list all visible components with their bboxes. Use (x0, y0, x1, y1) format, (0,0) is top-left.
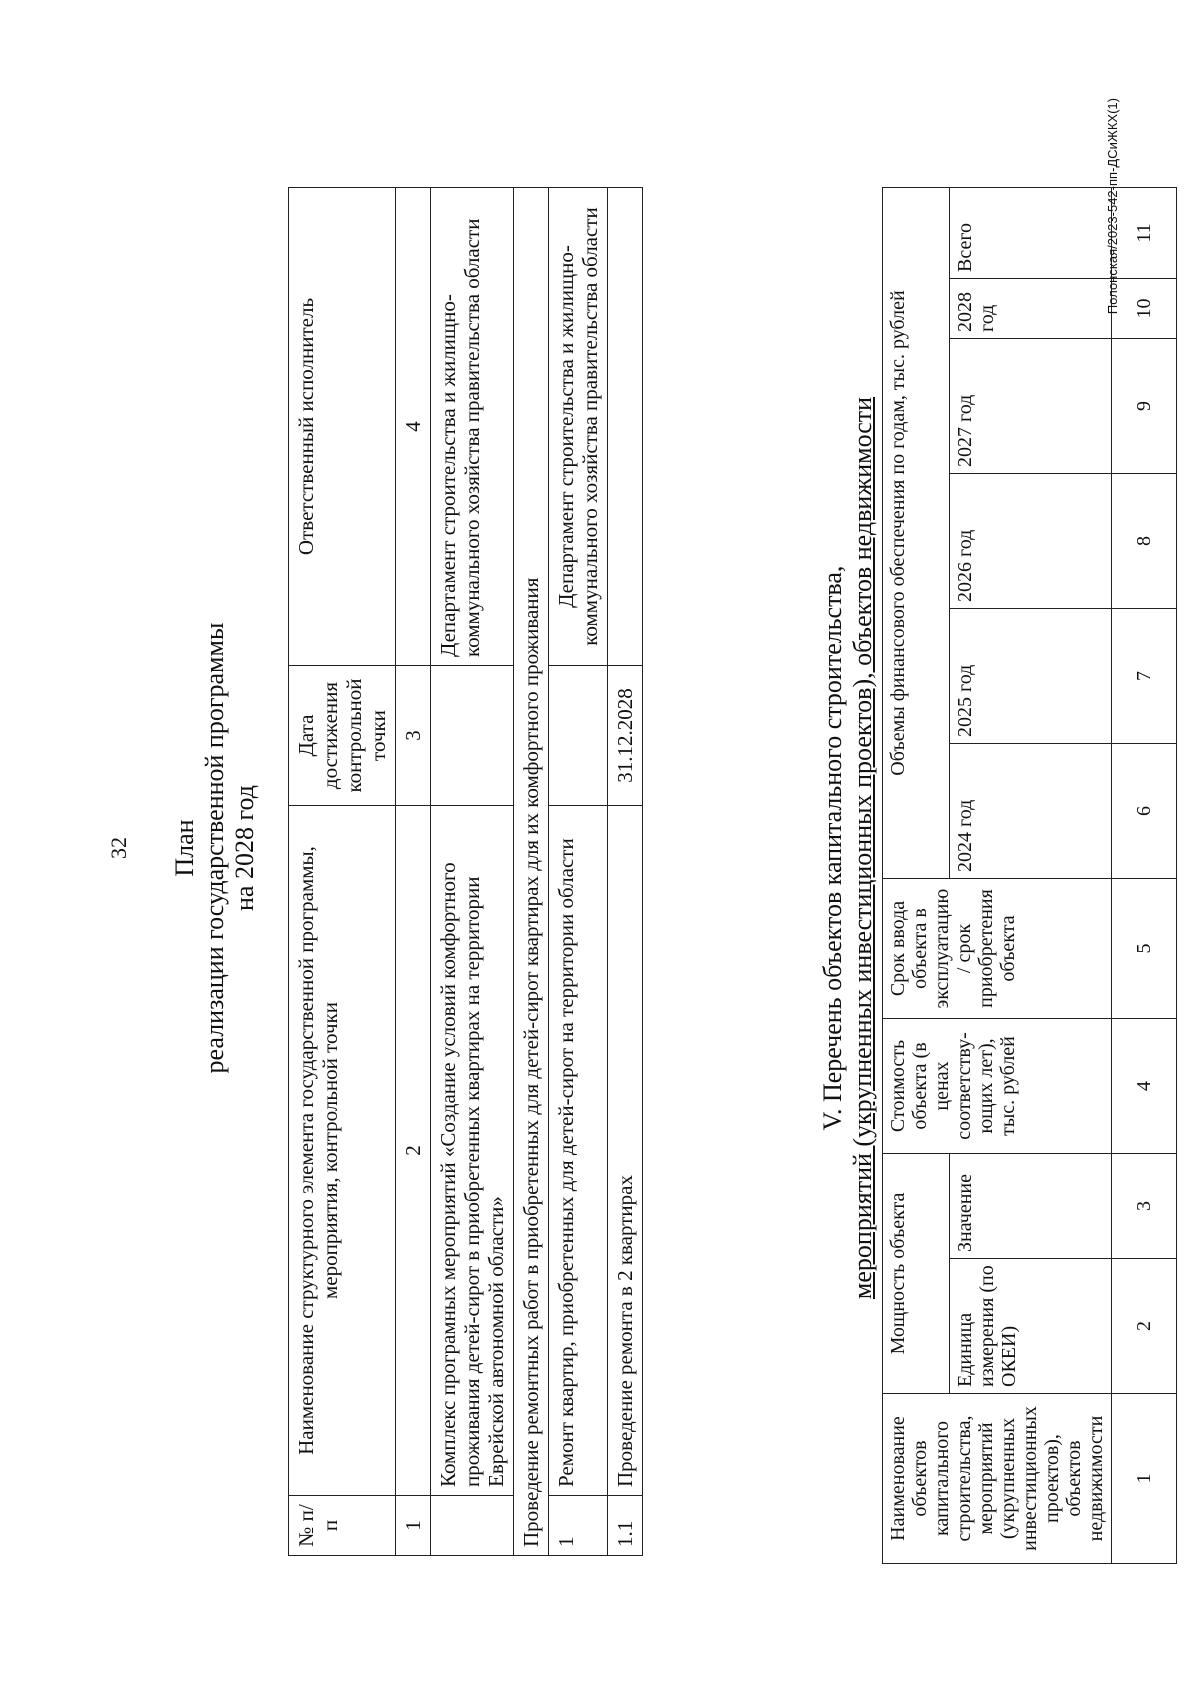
task-text: Проведение ремонтных работ в приобретенных для детей-сирот квартирах для их комфортного проживания (514, 188, 549, 1556)
document-code: Полонская/2023-542-пп-ДСиЖКХ(1) (1105, 98, 1120, 315)
checkpoint-num: 1.1 (608, 1496, 643, 1556)
column-number: 10 (1112, 279, 1177, 339)
header-name: Наименование структурного элемента государственной программы, мероприятия, контрольной точки (289, 806, 396, 1496)
header-number-3: 3 (396, 666, 431, 806)
header-2027: 2027 год (949, 339, 1111, 474)
complex-num (431, 1496, 514, 1556)
header-funding: Объемы финансового обеспечения по годам, тыс. рублей (883, 188, 950, 879)
header-2024: 2024 год (949, 744, 1111, 879)
complex-name: Комплекс програмных мероприятий «Создание условий комфортного проживания детей-сирот в приобретенных квартирах на территории Еврейской автономной области» (431, 806, 514, 1496)
section-5-subtitle: мероприятий (укрупненных инвестиционных проектов), объектов недвижимости (848, 396, 877, 1300)
cap-number-row (1112, 188, 1177, 1564)
column-number: 2 (1112, 1259, 1177, 1394)
measure-num: 1 (549, 1496, 608, 1556)
plan-year: на 2028 год (230, 785, 259, 911)
column-number: 9 (1112, 339, 1177, 474)
measure-executor: Департамент строительства и жилищно-коммунального хозяйства правительства области (549, 188, 608, 666)
header-number-2: 2 (396, 806, 431, 1496)
complex-executor: Департамент строительства и жилищно-коммунального хозяйства правительства области (431, 188, 514, 666)
plan-subtitle: реализации государственной программы (200, 622, 229, 1074)
header-number-1: 1 (396, 1496, 431, 1556)
plan-header-numbers-row (396, 188, 431, 1556)
complex-date (431, 666, 514, 806)
header-object-name: Наименование объектов капитального строительства, мероприятий (укрупненных инвестиционных проектов), объектов недвижимости (883, 1394, 1112, 1564)
cap-header-row-2 (949, 188, 1111, 1564)
header-executor: Ответственный исполнитель (289, 188, 396, 666)
header-num: № п/п (289, 1496, 396, 1556)
header-2025: 2025 год (949, 609, 1111, 744)
header-cost: Стоимость объекта (в ценах соответству-ющих лет), тыс. рублей (883, 1019, 1112, 1154)
checkpoint-executor (608, 188, 643, 666)
plan-table (288, 187, 643, 1556)
column-number: 4 (1112, 1019, 1177, 1154)
column-number: 6 (1112, 744, 1177, 879)
header-2028: 2028 год (949, 279, 1111, 339)
checkpoint-date: 31.12.2028 (608, 666, 643, 806)
measure-date (549, 666, 608, 806)
header-capacity: Мощность объекта (883, 1154, 950, 1394)
header-date: Дата достижения контрольной точки (289, 666, 396, 806)
table-row (549, 188, 608, 1556)
plan-title: План (170, 819, 199, 877)
page-number: 32 (106, 837, 131, 859)
table-row (514, 188, 549, 1556)
section-5-heading (818, 68, 878, 1628)
header-unit: Единица измерения (по ОКЕИ) (949, 1259, 1111, 1394)
section-5-title: V. Перечень объектов капитального строительства, (818, 565, 847, 1131)
header-2026: 2026 год (949, 474, 1111, 609)
table-row (431, 188, 514, 1556)
header-value: Значение (949, 1154, 1111, 1259)
header-number-4: 4 (396, 188, 431, 666)
checkpoint-name: Проведение ремонта в 2 квартирах (608, 806, 643, 1496)
capital-objects-table (882, 187, 1177, 1564)
measure-name: Ремонт квартир, приобретенных для детей-сирот на территории области (549, 806, 608, 1496)
table-row (608, 188, 643, 1556)
plan-header-row (289, 188, 396, 1556)
column-number: 11 (1112, 188, 1177, 279)
cap-header-row-1 (883, 188, 950, 1564)
header-term: Срок ввода объекта в эксплуатацию / срок приобретения объекта (883, 879, 1112, 1019)
column-number: 5 (1112, 879, 1177, 1019)
header-total: Всего (949, 188, 1111, 279)
rotated-page (70, 68, 1155, 1628)
column-number: 7 (1112, 609, 1177, 744)
plan-heading (170, 68, 260, 1628)
column-number: 8 (1112, 474, 1177, 609)
column-number: 1 (1112, 1394, 1177, 1564)
column-number: 3 (1112, 1154, 1177, 1259)
